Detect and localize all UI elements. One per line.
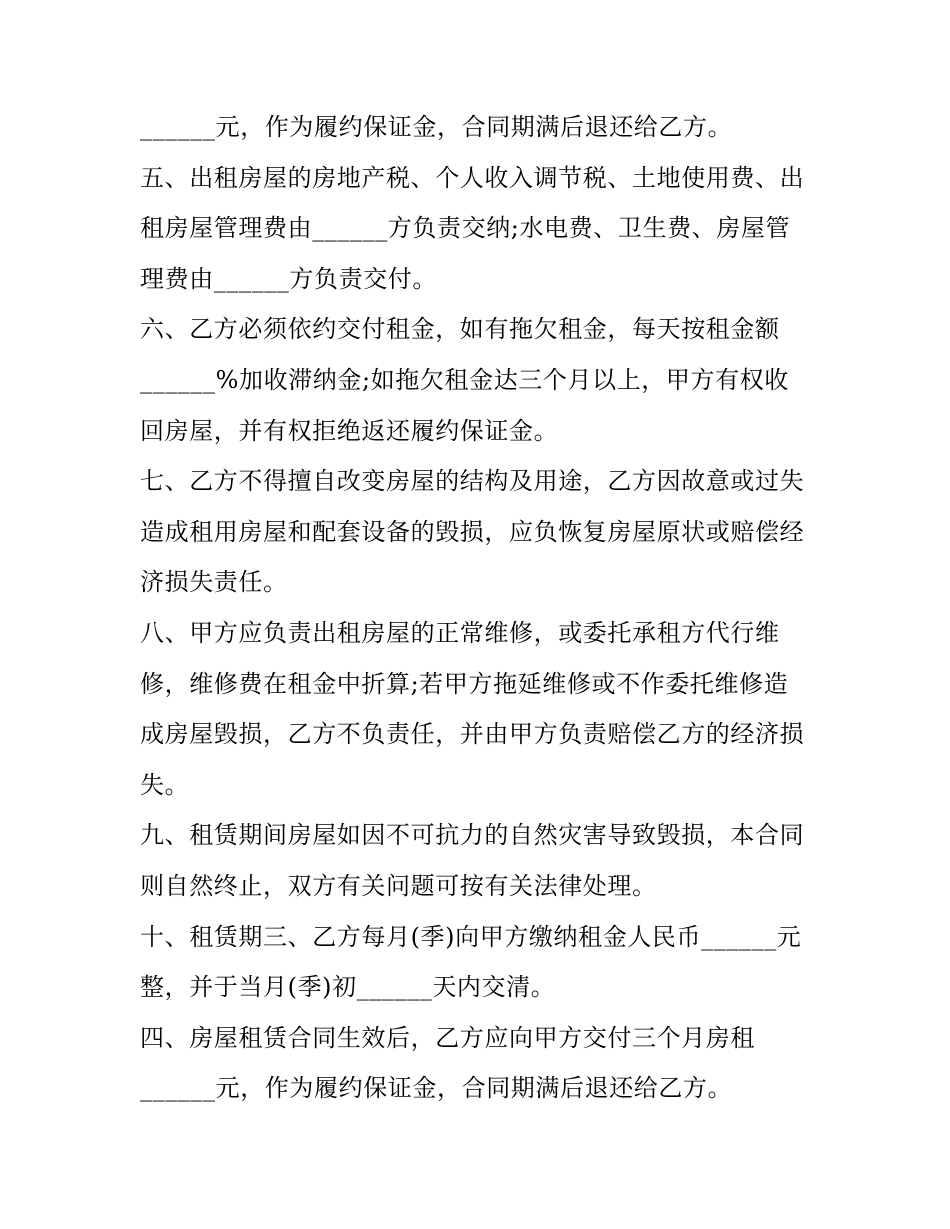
text-line: 造成租用房屋和配套设备的毁损，应负恢复房屋原状或赔偿经 [140,517,805,546]
text-line: 则自然终止，双方有关问题可按有关法律处理。 [140,871,657,900]
text-line: ______元，作为履约保证金，合同期满后退还给乙方。 [140,113,733,141]
text-line: ______元，作为履约保证金，合同期满后退还给乙方。 [140,1074,733,1103]
text-line: 六、乙方必须依约交付租金，如有拖欠租金，每天按租金额 [140,315,780,344]
text-line: 十、租赁期三、乙方每月(季)向甲方缴纳租金人民币______元 [140,922,802,951]
text-line: 九、租赁期间房屋如因不可抗力的自然灾害导致毁损，本合同 [140,821,805,850]
text-line: 八、甲方应负责出租房屋的正常维修，或委托承租方代行维 [140,618,780,647]
text-line: 五、出租房屋的房地产税、个人收入调节税、土地使用费、出 [140,163,805,192]
text-line: 四、房屋租赁合同生效后，乙方应向甲方交付三个月房租 [140,1023,755,1052]
contract-text [140,102,820,1114]
text-line: 失。 [140,770,190,799]
text-line: 整，并于当月(季)初______天内交清。 [140,973,556,1002]
text-line: 租房屋管理费由______方负责交纳;水电费、卫生费、房屋管 [140,214,791,243]
text-line: 修，维修费在租金中折算;若甲方拖延维修或不作委托维修造 [140,669,789,698]
text-line: 济损失责任。 [140,568,288,597]
text-line: 理费由______方负责交付。 [140,264,437,293]
text-line: 回房屋，并有权拒绝返还履约保证金。 [140,416,559,445]
text-line: ______%加收滞纳金;如拖欠租金达三个月以上，甲方有权收 [140,365,789,394]
text-line: 七、乙方不得擅自改变房屋的结构及用途，乙方因故意或过失 [140,467,805,496]
text-line: 成房屋毁损，乙方不负责任，并由甲方负责赔偿乙方的经济损 [140,720,805,749]
